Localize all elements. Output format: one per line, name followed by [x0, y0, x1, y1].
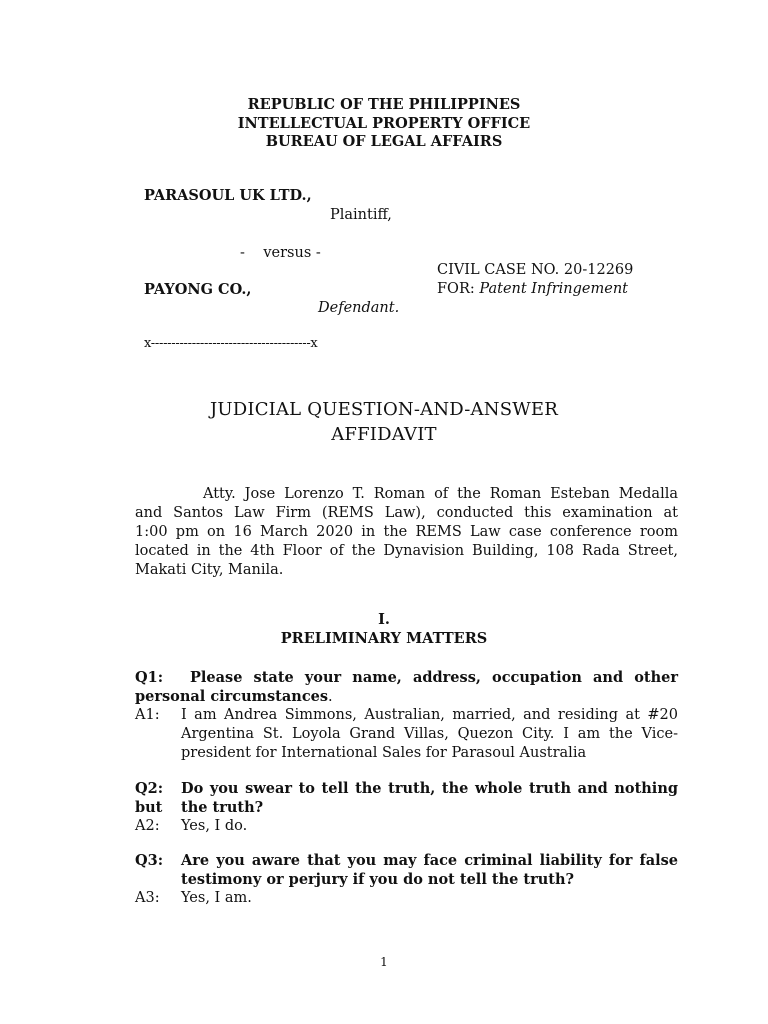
section-number: I. [378, 611, 390, 628]
case-number: CIVIL CASE NO. 20-12269 [437, 262, 634, 278]
intro-line-4: located in the 4th Floor of the Dynavision Building, 108 Rada Street, [135, 543, 678, 559]
q1-label: Q1: [135, 669, 164, 686]
header-ipo: INTELLECTUAL PROPERTY OFFICE [237, 115, 531, 132]
versus-label: - versus - [240, 245, 321, 261]
page-number: 1 [380, 955, 388, 969]
q3-text-line1: Are you aware that you may face criminal liability for false [181, 852, 678, 869]
document-title-line1: JUDICIAL QUESTION-AND-ANSWER [209, 399, 559, 420]
case-nature [437, 281, 628, 297]
q3-label: Q3: [135, 852, 164, 869]
defendant-role: Defendant. [318, 300, 400, 316]
a2-label: A2: [135, 818, 160, 834]
a2-text: Yes, I do. [181, 818, 248, 834]
a1-text-line2: Argentina St. Loyola Grand Villas, Quezon City. I am the Vice- [181, 726, 678, 742]
q2-but: but [135, 799, 163, 816]
section-heading: PRELIMINARY MATTERS [280, 630, 488, 647]
document-title-line2: AFFIDAVIT [331, 424, 437, 445]
a3-text: Yes, I am. [181, 890, 252, 906]
intro-line-3: 1:00 pm on 16 March 2020 in the REMS Law case conference room [135, 524, 678, 540]
q1-text-line1: Please state your name, address, occupation and other [190, 669, 678, 686]
intro-line-5: Makati City, Manila. [135, 562, 284, 578]
q2-text-line1: Do you swear to tell the truth, the whole truth and nothing [181, 780, 678, 797]
a1-text-line3: president for International Sales for Parasoul Australia [181, 745, 587, 761]
q2-label: Q2: [135, 780, 164, 797]
for-value: Patent Infringement [479, 281, 629, 297]
plaintiff-name: PARASOUL UK LTD., [144, 187, 312, 204]
q2-text-line2: the truth? [181, 799, 264, 816]
defendant-name: PAYONG CO., [144, 281, 252, 298]
a3-label: A3: [135, 890, 160, 906]
q1-line2-text: personal circumstances [135, 688, 329, 705]
a1-label: A1: [135, 707, 160, 723]
for-label: FOR: [437, 281, 475, 297]
header-republic: REPUBLIC OF THE PHILIPPINES [247, 96, 521, 113]
q1-period: . [328, 689, 333, 705]
intro-line-2: and Santos Law Firm (REMS Law), conducted this examination at [135, 505, 678, 521]
caption-divider: x---------------------------------------x [144, 336, 318, 351]
q3-text-line2: testimony or perjury if you do not tell the truth? [181, 871, 575, 888]
intro-line-1: Atty. Jose Lorenzo T. Roman of the Roman Esteban Medalla [203, 486, 678, 502]
a1-text-line1: I am Andrea Simmons, Australian, married, and residing at #20 [181, 707, 678, 723]
plaintiff-role: Plaintiff, [330, 207, 392, 223]
header-bureau: BUREAU OF LEGAL AFFAIRS [265, 133, 503, 150]
q1-text-line2 [135, 688, 678, 705]
